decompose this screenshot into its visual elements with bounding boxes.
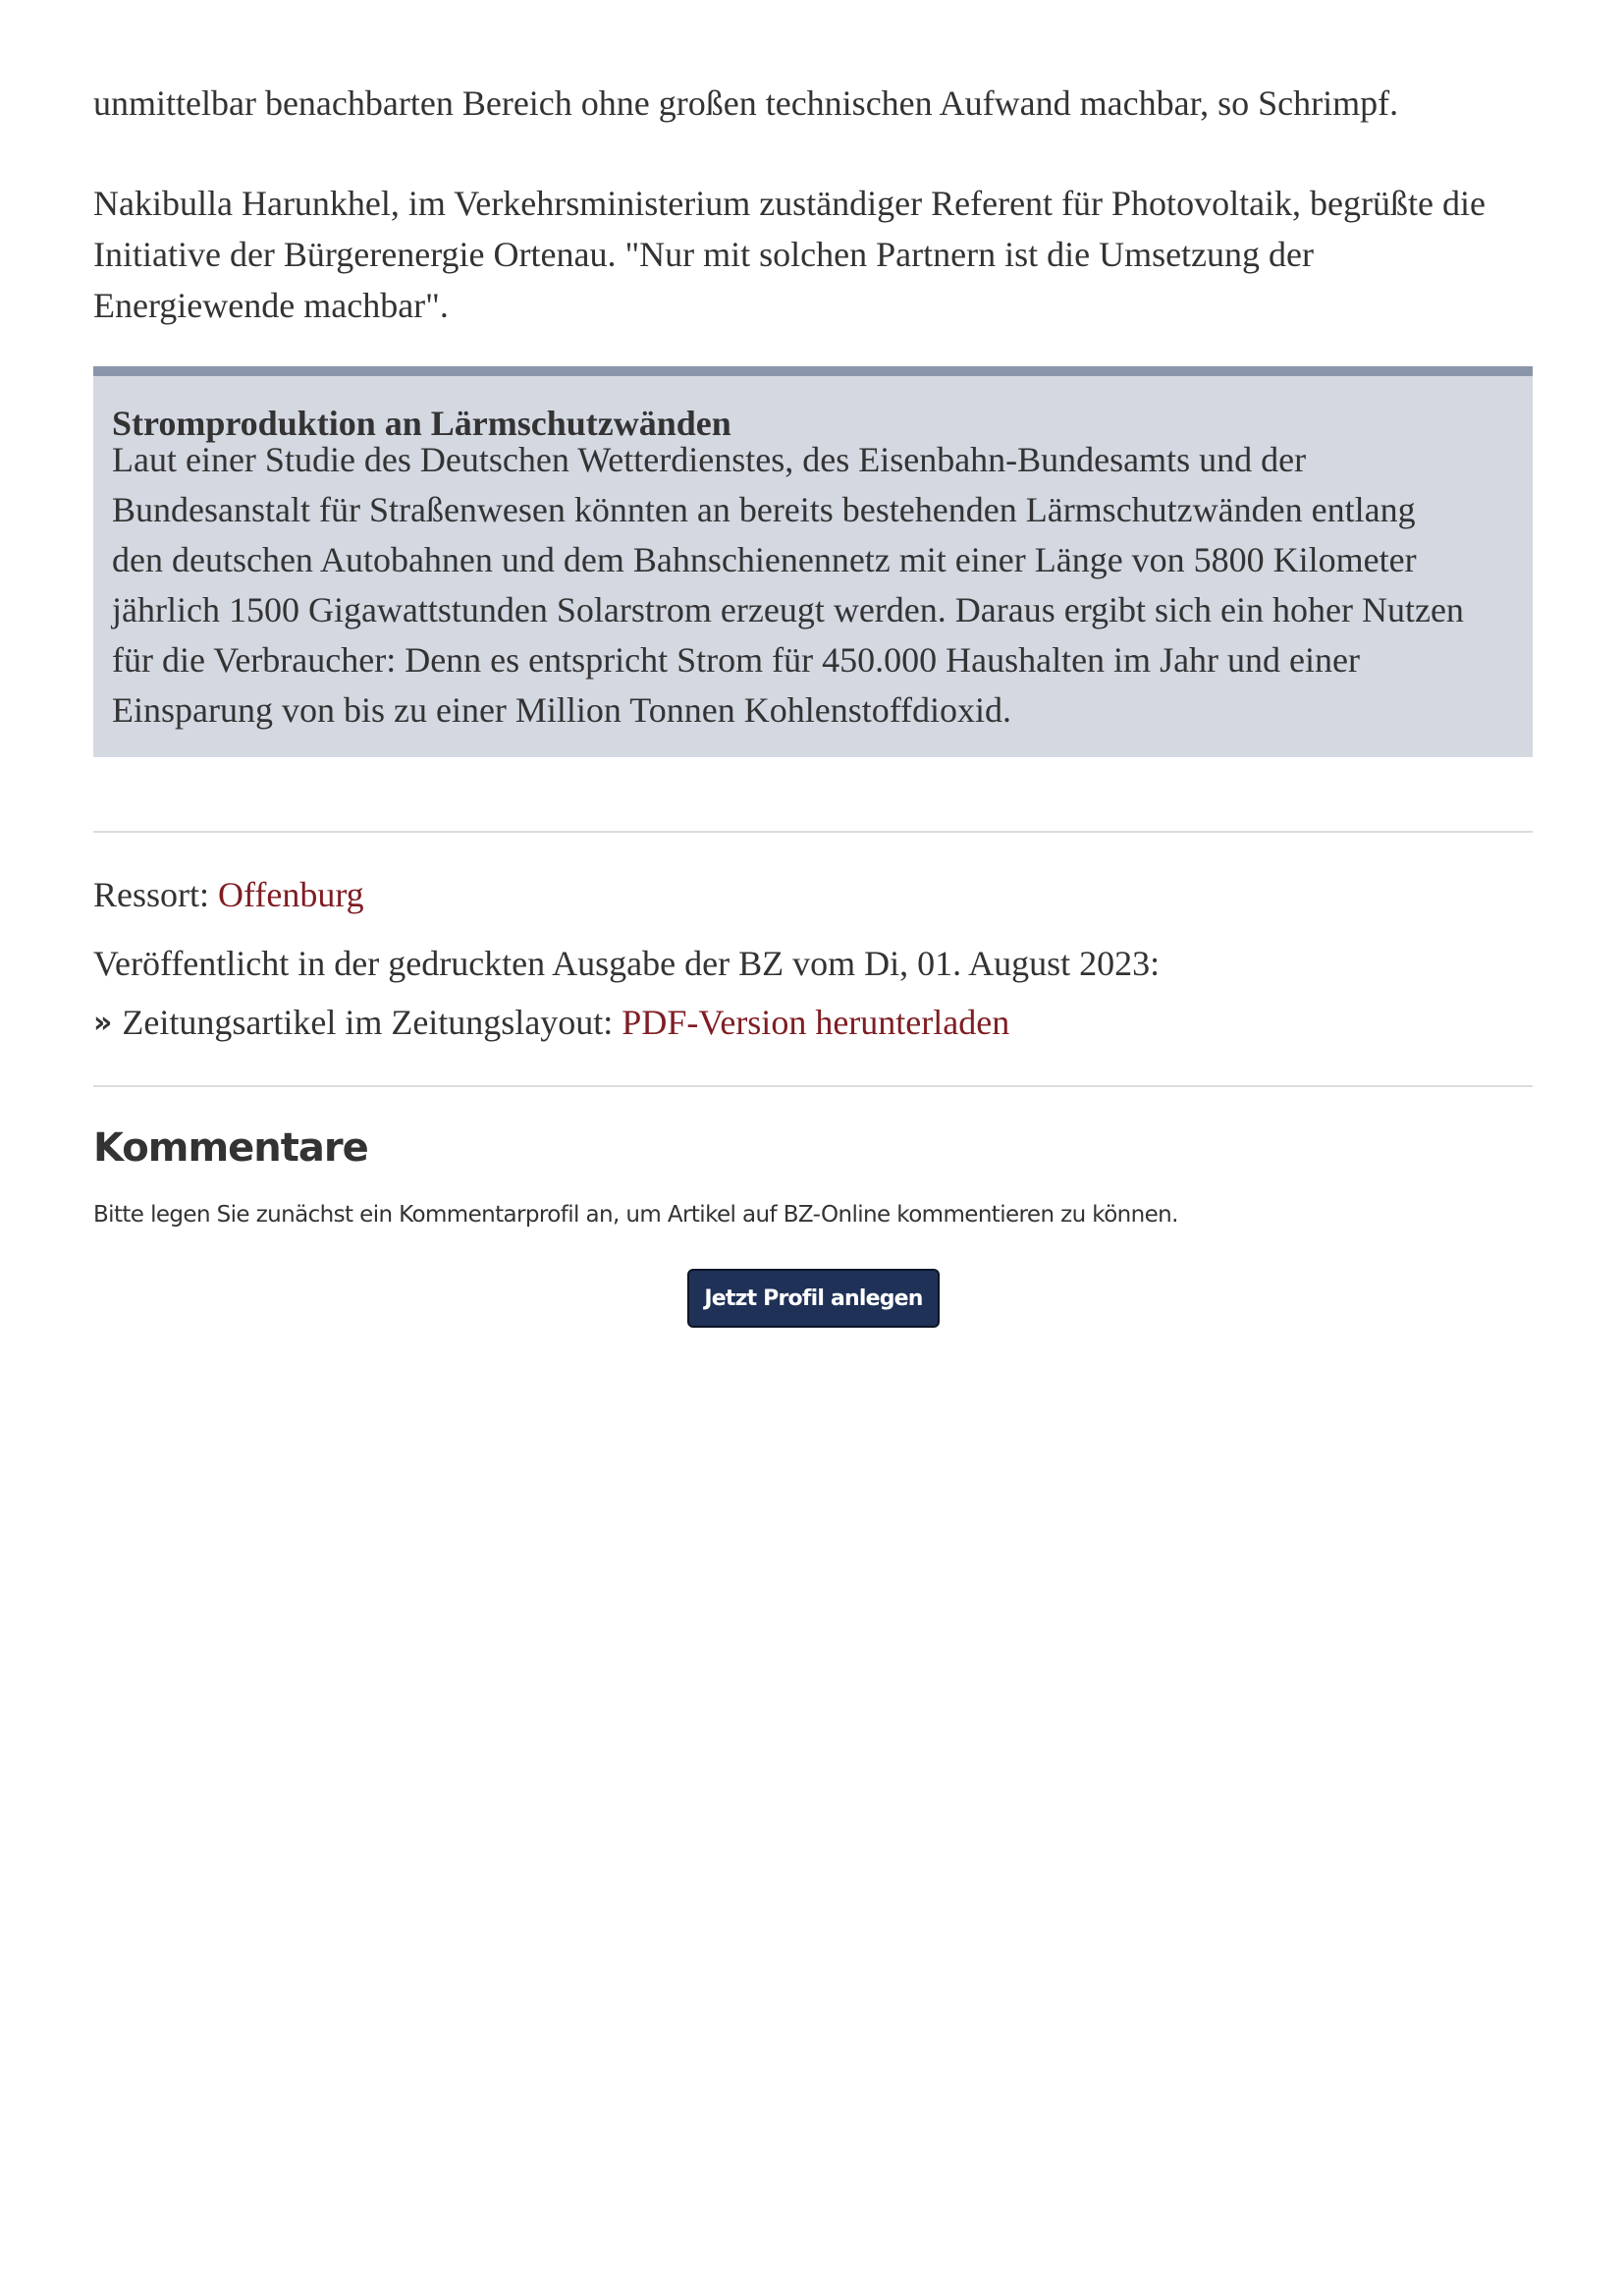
info-box-line: für die Verbraucher: Denn es entspricht Strom für 450.000 Haushalten im Jahr und einer <box>112 640 1360 680</box>
paragraph-line: Nakibulla Harunkhel, im Verkehrsministerium zuständiger Referent für Photovoltaik, begrüßte die <box>93 184 1486 223</box>
info-box-line: jährlich 1500 Gigawattstunden Solarstrom erzeugt werden. Daraus ergibt sich ein hoher Nutzen <box>112 590 1464 629</box>
published-text: Veröffentlicht in der gedruckten Ausgabe der BZ vom Di, 01. August 2023: <box>93 944 1161 983</box>
pdf-download-link[interactable]: PDF-Version herunterladen <box>622 1003 1010 1042</box>
paragraph-line: Energiewende machbar". <box>93 286 449 325</box>
comments-hint: Bitte legen Sie zunächst ein Kommentarprofil an, um Artikel auf BZ-Online kommentieren zu können. <box>93 1202 1178 1228</box>
ressort-link[interactable]: Offenburg <box>218 875 364 914</box>
info-box-line: Laut einer Studie des Deutschen Wetterdienstes, des Eisenbahn-Bundesamts und der <box>112 440 1307 479</box>
info-box-line: Einsparung von bis zu einer Million Tonnen Kohlenstoffdioxid. <box>112 690 1012 730</box>
article-paragraph <box>93 78 1533 129</box>
paragraph-line: unmittelbar benachbarten Bereich ohne großen technischen Aufwand machbar, so Schrimpf. <box>93 83 1399 123</box>
pdf-download-row <box>93 997 1533 1048</box>
comments-heading: Kommentare <box>93 1125 368 1171</box>
info-box-line: Bundesanstalt für Straßenwesen könnten an bereits bestehenden Lärmschutzwänden entlang <box>112 490 1416 529</box>
double-chevron-right-icon: » <box>93 1006 113 1040</box>
info-box-title: Stromproduktion an Lärmschutzwänden <box>112 404 731 443</box>
info-box-line: den deutschen Autobahnen und dem Bahnschienennetz mit einer Länge von 5800 Kilometer <box>112 540 1417 579</box>
ressort-label: Ressort: <box>93 875 210 914</box>
divider <box>93 1085 1533 1087</box>
paragraph-line: Initiative der Bürgerenergie Ortenau. "Nur mit solchen Partnern ist die Umsetzung der <box>93 235 1315 274</box>
published-info <box>93 938 1533 989</box>
article-paragraph <box>93 178 1533 331</box>
info-box-body <box>112 435 1464 736</box>
ressort-row <box>93 869 1533 920</box>
pdf-label: Zeitungsartikel im Zeitungslayout: <box>122 1003 614 1042</box>
info-box <box>93 366 1533 757</box>
create-profile-button[interactable]: Jetzt Profil anlegen <box>687 1269 940 1328</box>
divider <box>93 831 1533 833</box>
